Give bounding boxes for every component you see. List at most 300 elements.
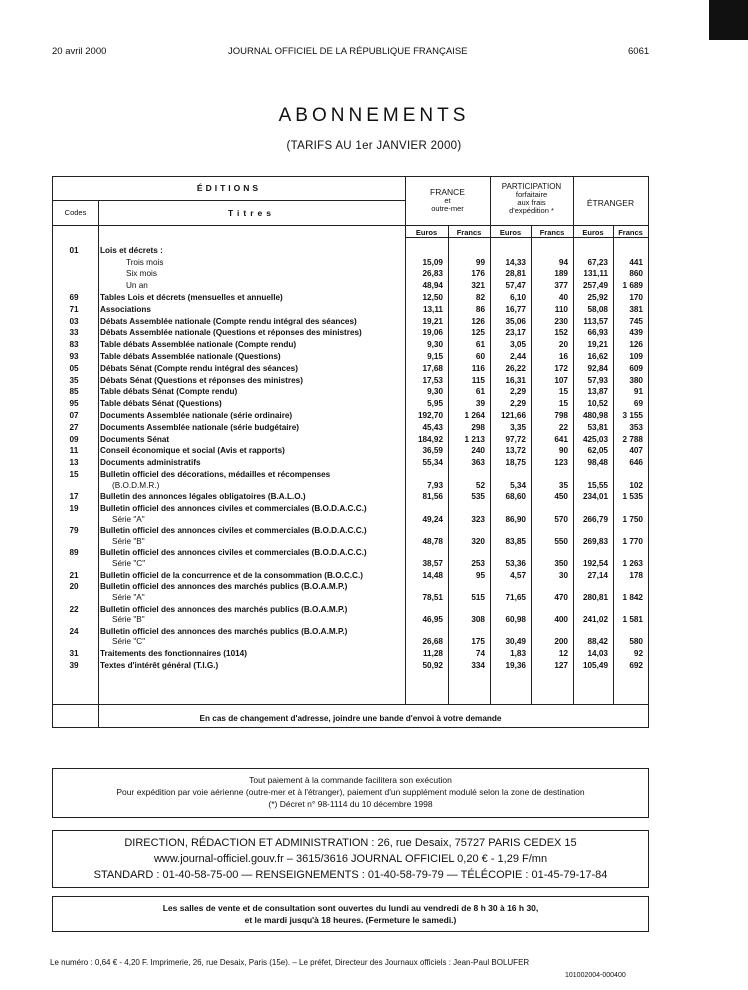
row-value: 121,66 <box>500 411 526 420</box>
row-value: 30 <box>558 570 568 580</box>
row-value: 480,98 <box>582 411 608 420</box>
row-code: 24 <box>69 626 79 636</box>
row-value: 86 <box>475 304 485 314</box>
payment-box <box>52 768 649 818</box>
row-value: 15,55 <box>587 480 608 490</box>
row-value: 92,84 <box>587 363 608 373</box>
row-value: 15 <box>558 387 568 397</box>
row-value: 380 <box>629 375 643 385</box>
codes-header: Codes <box>64 208 87 217</box>
row-code: 31 <box>69 649 79 658</box>
row-value: 107 <box>554 375 568 385</box>
row-value: 178 <box>629 570 643 580</box>
row-value: 13,72 <box>505 446 526 456</box>
row-value: 66,93 <box>587 328 608 338</box>
row-subtitle: Série "C" <box>112 558 146 568</box>
table-row <box>52 627 649 649</box>
hours-line: Les salles de vente et de consultation sont ouvertes du lundi au vendredi de 8 h 30 à 16 h 30, <box>162 903 539 913</box>
row-value: 308 <box>471 615 485 625</box>
row-value: 52 <box>475 480 485 490</box>
row-code: 27 <box>69 422 79 432</box>
row-value: 27,14 <box>587 570 608 580</box>
row-title: Bulletin officiel des annonces des marchés publics (B.O.A.M.P.) <box>100 626 348 636</box>
row-code: 15 <box>69 470 79 479</box>
row-title: Trois mois <box>126 257 164 267</box>
row-code: 11 <box>69 446 79 456</box>
row-value: 30,49 <box>505 637 526 647</box>
row-code: 05 <box>69 363 79 373</box>
row-value: 184,92 <box>417 434 443 444</box>
row-title: Débats Sénat (Compte rendu intégral des séances) <box>100 363 298 373</box>
row-subtitle: (B.O.D.M.R.) <box>112 480 160 490</box>
row-code: 17 <box>69 492 79 502</box>
row-value: 81,56 <box>422 492 443 502</box>
row-value: 1 770 <box>622 536 643 546</box>
row-title: Bulletin officiel de la concurrence et de la consommation (B.O.C.C.) <box>100 570 363 580</box>
row-value: 353 <box>629 422 643 432</box>
row-value: 23,17 <box>505 328 526 338</box>
table-row <box>52 446 649 458</box>
row-value: 61 <box>475 387 485 397</box>
row-value: 257,49 <box>582 281 608 291</box>
row-value: 78,51 <box>422 592 443 602</box>
row-code: 71 <box>69 304 79 314</box>
row-code: 33 <box>69 328 79 338</box>
row-value: 61 <box>475 340 485 350</box>
row-value: 71,65 <box>505 592 526 602</box>
row-value: 95 <box>475 570 485 580</box>
row-value: 407 <box>629 446 643 456</box>
row-subtitle: Série "A" <box>112 592 145 602</box>
row-value: 745 <box>629 316 643 326</box>
row-title: Lois et décrets : <box>100 246 163 255</box>
row-value: 3 155 <box>622 411 643 420</box>
page-title: ABONNEMENTS <box>278 105 470 126</box>
row-value: 425,03 <box>582 434 608 444</box>
row-title: Débats Sénat (Questions et réponses des ministres) <box>100 375 303 385</box>
table-row <box>52 387 649 399</box>
row-value: 234,01 <box>582 492 608 502</box>
etranger-header: ÉTRANGER <box>586 198 635 208</box>
row-value: 62,05 <box>587 446 608 456</box>
table-row <box>52 269 649 281</box>
row-value: 127 <box>554 660 568 670</box>
row-title: Bulletin officiel des annonces civiles et commerciales (B.O.D.A.C.C.) <box>100 526 367 536</box>
row-value: 6,10 <box>510 293 526 302</box>
row-value: 441 <box>629 257 643 267</box>
table-row <box>52 305 649 317</box>
row-value: 280,81 <box>582 592 608 602</box>
row-value: 9,30 <box>427 340 443 350</box>
row-value: 12,50 <box>422 293 443 302</box>
row-value: 67,23 <box>587 257 608 267</box>
row-value: 400 <box>554 615 568 625</box>
row-value: 15,09 <box>422 257 443 267</box>
row-value: 14,03 <box>587 649 608 658</box>
row-value: 125 <box>471 328 485 338</box>
corner-mark <box>709 0 748 40</box>
table-row <box>52 423 649 435</box>
row-value: 266,79 <box>582 514 608 524</box>
row-title: Tables Lois et décrets (mensuelles et annuelle) <box>100 293 283 302</box>
table-row <box>52 352 649 364</box>
row-title: Table débats Assemblée nationale (Questions) <box>100 352 281 361</box>
unit-header: Euros <box>415 228 438 237</box>
row-title: Table débats Sénat (Compte rendu) <box>100 387 238 397</box>
direction-line: STANDARD : 01-40-58-75-00 — RENSEIGNEMENTS : 01-40-58-79-79 — TÉLÉCOPIE : 01-45-79-17-84 <box>93 869 608 881</box>
row-value: 323 <box>471 514 485 524</box>
row-value: 860 <box>629 269 643 279</box>
row-value: 11,28 <box>422 649 443 658</box>
row-value: 15 <box>558 399 568 409</box>
row-value: 580 <box>629 637 643 647</box>
row-code: 83 <box>69 340 79 350</box>
header-date: 20 avril 2000 <box>52 46 107 57</box>
row-value: 321 <box>471 281 485 291</box>
unit-header: Francs <box>618 228 643 237</box>
table-row <box>52 526 649 548</box>
row-value: 17,53 <box>422 375 443 385</box>
row-value: 74 <box>475 649 485 658</box>
row-value: 5,95 <box>427 399 443 409</box>
row-value: 83,85 <box>505 536 526 546</box>
hours-line: et le mardi jusqu'à 18 heures. (Fermeture le samedi.) <box>244 915 457 925</box>
row-value: 25,92 <box>587 293 608 302</box>
row-value: 55,34 <box>422 458 443 468</box>
row-value: 126 <box>629 340 643 350</box>
row-code: 03 <box>69 316 79 326</box>
row-value: 94 <box>558 257 568 267</box>
row-title: Documents Assemblée nationale (série budgétaire) <box>100 422 299 432</box>
row-value: 86,90 <box>505 514 526 524</box>
row-value: 550 <box>554 536 568 546</box>
row-value: 16 <box>558 352 568 361</box>
row-value: 9,15 <box>427 352 443 361</box>
table-row <box>52 661 649 673</box>
row-value: 12 <box>558 649 568 658</box>
row-value: 609 <box>629 363 643 373</box>
header-page: 6061 <box>628 46 650 57</box>
row-value: 105,49 <box>582 660 608 670</box>
table-row <box>52 548 649 570</box>
titres-header: Titres <box>228 208 275 218</box>
row-value: 90 <box>558 446 568 456</box>
payment-line: Pour expédition par voie aérienne (outre-mer et à l'étranger), paiement d'un supplément modulé selon la zone de destination <box>116 787 585 797</box>
row-code: 13 <box>69 458 79 468</box>
row-value: 35 <box>558 480 568 490</box>
row-code: 79 <box>69 526 79 536</box>
row-value: 26,22 <box>505 363 526 373</box>
row-title: Textes d'intérêt général (T.I.G.) <box>100 660 219 670</box>
row-value: 110 <box>554 304 568 314</box>
row-value: 91 <box>633 387 643 397</box>
row-value: 46,95 <box>422 615 443 625</box>
table-row <box>52 317 649 329</box>
row-title: Table débats Sénat (Questions) <box>100 399 222 409</box>
row-value: 109 <box>629 352 643 361</box>
row-value: 240 <box>471 446 485 456</box>
unit-header: Euros <box>499 228 522 237</box>
table-row <box>52 281 649 293</box>
row-value: 1 581 <box>622 615 643 625</box>
row-value: 1 750 <box>622 514 643 524</box>
row-value: 49,24 <box>422 514 443 524</box>
row-subtitle: Série "C" <box>112 637 146 647</box>
row-value: 1 535 <box>622 492 643 502</box>
row-value: 50,92 <box>422 660 443 670</box>
row-value: 439 <box>629 328 643 338</box>
row-subtitle: Série "A" <box>112 514 145 524</box>
row-title: Documents Assemblée nationale (série ordinaire) <box>100 411 293 420</box>
row-value: 126 <box>471 316 485 326</box>
row-value: 320 <box>471 536 485 546</box>
row-value: 102 <box>629 480 643 490</box>
row-value: 16,31 <box>505 375 526 385</box>
row-code: 19 <box>69 504 79 513</box>
row-value: 298 <box>471 422 485 432</box>
table-row <box>52 492 649 504</box>
row-code: 22 <box>69 604 79 614</box>
row-value: 116 <box>471 363 485 373</box>
table-row <box>52 411 649 423</box>
row-value: 2,29 <box>510 387 526 397</box>
page-subtitle: (TARIFS AU 1er JANVIER 2000) <box>286 140 462 152</box>
row-value: 53,36 <box>505 558 526 568</box>
unit-header: Francs <box>456 228 482 237</box>
row-title: Associations <box>100 304 151 314</box>
table-row <box>52 340 649 352</box>
row-title: Bulletin officiel des annonces civiles et commerciales (B.O.D.A.C.C.) <box>100 548 367 558</box>
row-title: Un an <box>126 281 148 291</box>
row-value: 57,93 <box>587 375 608 385</box>
row-value: 5,34 <box>510 480 526 490</box>
row-value: 363 <box>471 458 485 468</box>
row-value: 2,29 <box>510 399 526 409</box>
row-value: 19,21 <box>422 316 443 326</box>
row-value: 1,83 <box>510 649 526 658</box>
row-code: 39 <box>69 660 79 670</box>
unit-header: Euros <box>582 228 604 237</box>
row-value: 1 689 <box>622 281 643 291</box>
row-value: 123 <box>554 458 568 468</box>
row-value: 45,43 <box>422 422 443 432</box>
row-value: 48,94 <box>422 281 443 291</box>
row-value: 131,11 <box>583 269 608 279</box>
row-value: 19,36 <box>505 660 526 670</box>
row-value: 68,60 <box>505 492 526 502</box>
row-value: 172 <box>554 363 568 373</box>
row-value: 798 <box>554 411 568 420</box>
table-row <box>52 458 649 470</box>
table-row <box>52 504 649 526</box>
row-value: 9,30 <box>427 387 443 397</box>
row-value: 13,87 <box>587 387 608 397</box>
row-value: 60 <box>475 352 485 361</box>
row-value: 20 <box>558 340 568 350</box>
direction-line: DIRECTION, RÉDACTION ET ADMINISTRATION : 26, rue Desaix, 75727 PARIS CEDEX 15 <box>124 837 577 849</box>
row-code: 89 <box>69 548 79 558</box>
row-value: 3,05 <box>510 340 526 350</box>
table-row <box>52 435 649 447</box>
row-value: 450 <box>554 492 568 502</box>
row-value: 115 <box>471 375 485 385</box>
row-value: 17,68 <box>422 363 443 373</box>
row-title: Documents Sénat <box>100 434 170 444</box>
table-row <box>52 376 649 388</box>
row-value: 16,62 <box>587 352 608 361</box>
row-value: 26,68 <box>422 637 443 647</box>
row-title: Table débats Assemblée nationale (Compte rendu) <box>100 340 297 350</box>
row-code: 69 <box>69 293 79 302</box>
row-code: 07 <box>69 411 79 420</box>
row-value: 10,52 <box>587 399 608 409</box>
row-value: 58,08 <box>587 304 608 314</box>
direction-line: www.journal-officiel.gouv.fr – 3615/3616 JOURNAL OFFICIEL 0,20 € - 1,29 F/mn <box>153 853 548 865</box>
row-value: 53,81 <box>587 422 608 432</box>
row-code: 01 <box>69 246 79 255</box>
table-row <box>52 571 649 583</box>
table-row <box>52 364 649 376</box>
row-value: 22 <box>558 422 568 432</box>
row-value: 60,98 <box>505 615 526 625</box>
row-value: 69 <box>633 399 643 409</box>
row-title: Bulletin officiel des annonces des marchés publics (B.O.A.M.P.) <box>100 604 348 614</box>
row-value: 192,54 <box>582 558 608 568</box>
row-value: 40 <box>558 293 568 302</box>
participation-header: PARTICIPATION forfaitaire aux frais d'expédition * <box>501 182 562 215</box>
row-value: 152 <box>554 328 568 338</box>
table-row <box>52 328 649 340</box>
row-value: 570 <box>554 514 568 524</box>
direction-box <box>52 830 649 888</box>
row-value: 35,06 <box>505 316 526 326</box>
row-value: 350 <box>554 558 568 568</box>
row-title: Documents administratifs <box>100 458 201 468</box>
row-value: 14,48 <box>422 570 443 580</box>
row-value: 334 <box>471 660 485 670</box>
row-value: 253 <box>471 558 485 568</box>
row-value: 170 <box>629 293 643 302</box>
row-title: Bulletin des annonces légales obligatoires (B.A.L.O.) <box>100 492 306 502</box>
row-value: 97,72 <box>505 434 526 444</box>
table-row <box>52 258 649 270</box>
row-code: 21 <box>69 570 79 580</box>
row-title: Débats Assemblée nationale (Questions et réponses des ministres) <box>100 328 362 338</box>
row-value: 19,06 <box>422 328 443 338</box>
row-title: Bulletin officiel des annonces civiles et commerciales (B.O.D.A.C.C.) <box>100 504 367 513</box>
row-value: 26,83 <box>422 269 443 279</box>
header-journal: JOURNAL OFFICIEL DE LA RÉPUBLIQUE FRANÇAISE <box>228 46 468 57</box>
row-value: 189 <box>554 269 568 279</box>
row-value: 241,02 <box>582 615 608 625</box>
row-value: 1 264 <box>464 411 485 420</box>
row-value: 98,48 <box>587 458 608 468</box>
row-value: 38,57 <box>422 558 443 568</box>
table-row <box>52 246 649 258</box>
row-value: 200 <box>554 637 568 647</box>
row-value: 1 263 <box>622 558 643 568</box>
row-value: 377 <box>554 281 568 291</box>
row-value: 269,83 <box>582 536 608 546</box>
row-code: 85 <box>69 387 79 397</box>
row-value: 19,21 <box>587 340 608 350</box>
footer-ref: 101002004-000400 <box>565 972 626 979</box>
row-value: 39 <box>475 399 485 409</box>
row-title: Bulletin officiel des décorations, médailles et récompenses <box>100 470 331 479</box>
row-value: 535 <box>471 492 485 502</box>
row-value: 470 <box>554 592 568 602</box>
row-title: Débats Assemblée nationale (Compte rendu intégral des séances) <box>100 316 357 326</box>
row-title: Traitements des fonctionnaires (1014) <box>100 649 247 658</box>
row-code: 95 <box>69 399 79 409</box>
row-value: 14,33 <box>505 257 526 267</box>
hours-box <box>52 896 649 932</box>
row-value: 192,70 <box>417 411 443 420</box>
row-code: 93 <box>69 352 79 361</box>
change-notice: En cas de changement d'adresse, joindre une bande d'envoi à votre demande <box>199 714 502 723</box>
row-subtitle: Série "B" <box>112 615 145 625</box>
row-value: 92 <box>633 649 643 658</box>
editions-header: ÉDITIONS <box>196 183 262 193</box>
row-code: 09 <box>69 434 79 444</box>
row-value: 641 <box>554 434 568 444</box>
row-value: 2,44 <box>510 352 526 361</box>
row-code: 35 <box>69 375 79 385</box>
row-value: 88,42 <box>587 637 608 647</box>
row-value: 692 <box>629 660 643 670</box>
row-title: Conseil économique et social (Avis et rapports) <box>100 446 285 456</box>
row-value: 230 <box>554 316 568 326</box>
row-value: 28,81 <box>505 269 526 279</box>
row-value: 381 <box>629 304 643 314</box>
row-subtitle: Série "B" <box>112 536 145 546</box>
row-value: 48,78 <box>422 536 443 546</box>
row-value: 18,75 <box>505 458 526 468</box>
row-value: 2 788 <box>622 434 643 444</box>
row-value: 515 <box>471 592 485 602</box>
table-row <box>52 649 649 661</box>
row-value: 113,57 <box>583 316 608 326</box>
row-value: 36,59 <box>422 446 443 456</box>
row-title: Bulletin officiel des annonces des marchés publics (B.O.A.M.P.) <box>100 582 348 592</box>
row-value: 1 213 <box>464 434 485 444</box>
row-value: 3,35 <box>510 422 526 432</box>
footer-line: Le numéro : 0,64 € - 4,20 F. Imprimerie, 26, rue Desaix, Paris (15e). – Le préfet, Directeur des Journaux officiels : Jean-Paul BOLUFER <box>50 958 530 967</box>
row-value: 82 <box>475 293 485 302</box>
row-value: 176 <box>471 269 485 279</box>
table-row <box>52 399 649 411</box>
table-row <box>52 470 649 492</box>
row-value: 1 842 <box>622 592 643 602</box>
row-value: 646 <box>629 458 643 468</box>
payment-line: Tout paiement à la commande facilitera son exécution <box>249 775 452 785</box>
unit-header: Francs <box>539 228 565 237</box>
row-code: 20 <box>69 582 79 592</box>
row-title: Six mois <box>126 269 157 279</box>
table-row <box>52 605 649 627</box>
row-value: 99 <box>475 257 485 267</box>
table-row <box>52 582 649 604</box>
row-value: 175 <box>471 637 485 647</box>
table-row <box>52 293 649 305</box>
row-value: 7,93 <box>427 480 443 490</box>
france-header: FRANCE et outre-mer <box>430 187 465 213</box>
row-value: 57,47 <box>505 281 526 291</box>
payment-line: (*) Décret n° 98-1114 du 10 décembre 1998 <box>268 799 433 809</box>
row-value: 16,77 <box>505 304 526 314</box>
row-value: 13,11 <box>422 304 443 314</box>
row-value: 4,57 <box>510 570 526 580</box>
